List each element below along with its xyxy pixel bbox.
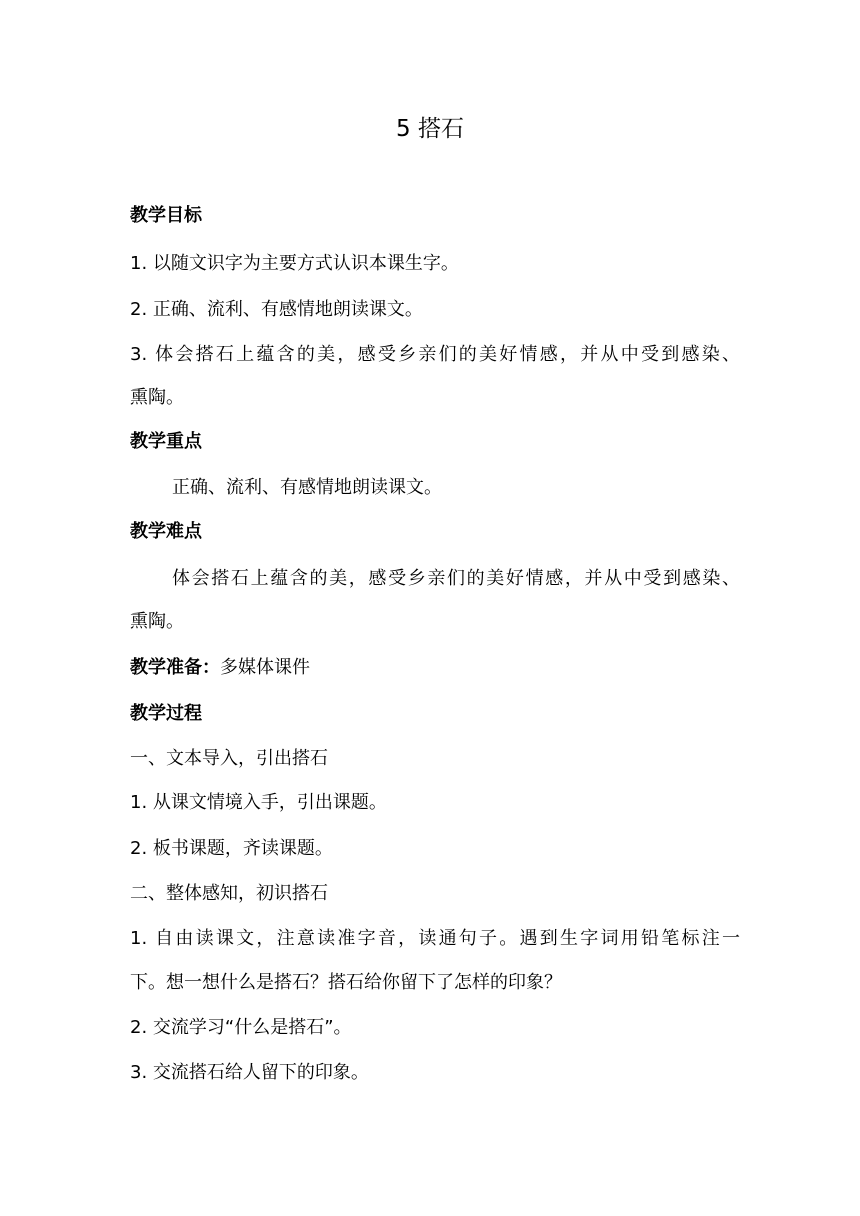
goal-item-3-continued: 熏陶。 [130,387,184,408]
goal-item-2: 2. 正确、流利、有感情地朗读课文。 [130,299,423,320]
prep-value: 多媒体课件 [220,657,310,678]
process-item-1: 1. 从课文情境入手，引出课题。 [130,792,387,813]
goal-item-1: 1. 以随文识字为主要方式认识本课生字。 [130,253,459,274]
process-heading: 教学过程 [130,703,202,724]
prep-label: 教学准备： [130,657,220,678]
process-item-4: 2. 交流学习“什么是搭石”。 [130,1017,352,1038]
process-item-2: 2. 板书课题，齐读课题。 [130,838,333,859]
process-item-3: 1. 自由读课文，注意读准字音，读通句子。遇到生字词用铅笔标注一 [130,928,740,949]
process-item-5: 3. 交流搭石给人留下的印象。 [130,1062,369,1083]
difficulty-text-continued: 熏陶。 [130,611,184,632]
goal-item-3: 3. 体会搭石上蕴含的美，感受乡亲们的美好情感，并从中受到感染、 [130,344,740,365]
difficulty-text: 体会搭石上蕴含的美，感受乡亲们的美好情感，并从中受到感染、 [172,568,740,589]
page-title: 5 搭石 [396,116,464,142]
goals-heading: 教学目标 [130,205,202,226]
focus-heading: 教学重点 [130,431,202,452]
prep-line [130,654,740,682]
focus-text: 正确、流利、有感情地朗读课文。 [172,477,442,498]
process-section-1: 一、文本导入，引出搭石 [130,748,328,769]
process-item-3-continued: 下。想一想什么是搭石？搭石给你留下了怎样的印象？ [130,972,562,993]
process-section-2: 二、整体感知，初识搭石 [130,883,328,904]
difficulty-heading: 教学难点 [130,521,202,542]
